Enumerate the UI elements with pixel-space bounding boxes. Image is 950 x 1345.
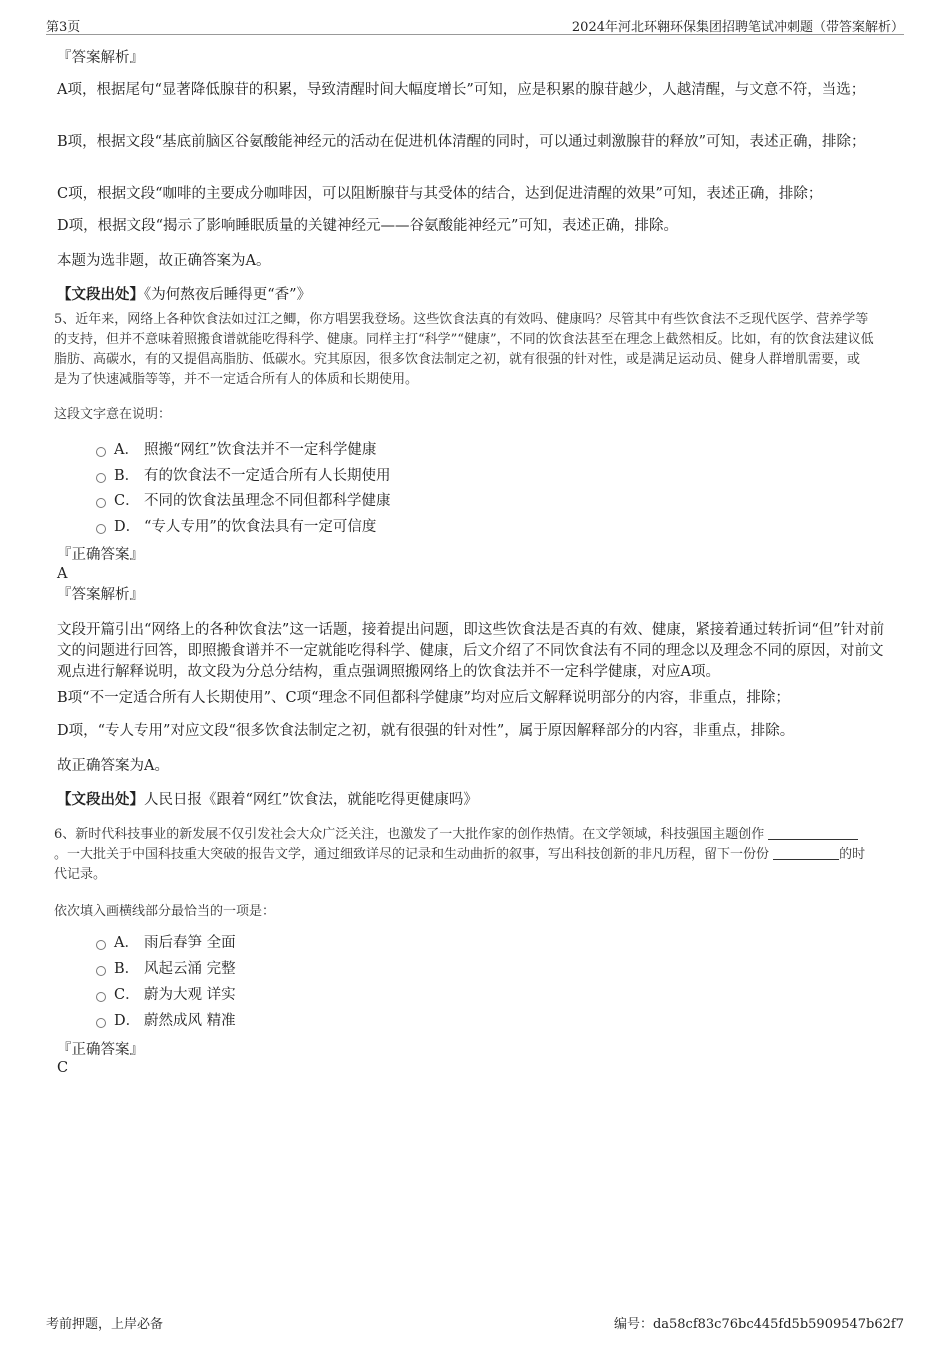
q6-option-b[interactable] bbox=[96, 958, 236, 980]
q4-analysis-d: D项，根据文段“揭示了影响睡眠质量的关键神经元——谷氨酸能神经元”可知，表述正确，排除。 bbox=[57, 218, 678, 234]
q4-analysis-label: 『答案解析』 bbox=[57, 50, 144, 66]
q5-stem-line: 是为了快速减脂等等，并不一定适合所有人的体质和长期使用。 bbox=[54, 372, 419, 387]
radio-icon[interactable] bbox=[96, 940, 106, 950]
q5-option-c[interactable] bbox=[96, 490, 391, 512]
q6-stem-line bbox=[54, 845, 890, 865]
q6-option-d[interactable] bbox=[96, 1010, 236, 1032]
option-letter: C． bbox=[114, 987, 140, 1003]
option-letter: C． bbox=[114, 493, 140, 509]
q5-analysis-1: 文段开篇引出“网络上的各种饮食法”这一话题，接着提出问题，即这些饮食法是否真的有效、健康，紧接着通过转折词“但”针对前文的问题进行回答，即照搬食谱并不一定就能吃得科学、健康，后文介绍了不同饮食法有不同的理念以及理念不同的原因，对前文观点进行解释说明，故文段为分总分结构，重点强调照搬网络上的饮食法并不一定科学健康，对应A项。 bbox=[57, 622, 885, 680]
option-letter: A． bbox=[114, 442, 139, 458]
option-letter: A． bbox=[114, 935, 139, 951]
q4-analysis-b: B项，根据文段“基底前脑区谷氨酸能神经元的活动在促进机体清醒的同时，可以通过刺激腺苷的释放”可知，表述正确，排除； bbox=[57, 134, 866, 150]
page-header bbox=[46, 16, 904, 35]
fill-blank-2 bbox=[773, 846, 839, 860]
q4-conclusion: 本题为选非题，故正确答案为A。 bbox=[57, 253, 271, 269]
radio-icon[interactable] bbox=[96, 498, 106, 508]
option-letter: B． bbox=[114, 961, 140, 977]
q4-analysis-c: C项，根据文段“咖啡的主要成分咖啡因，可以阻断腺苷与其受体的结合，达到促进清醒的效果”可知，表述正确，排除； bbox=[57, 186, 823, 202]
option-text: 有的饮食法不一定适合所有人长期使用 bbox=[144, 468, 391, 484]
q6-option-a[interactable] bbox=[96, 932, 236, 954]
option-letter: D． bbox=[114, 519, 141, 535]
q6-stem-text: 的时 bbox=[839, 847, 866, 862]
q5-stem-line: 5、近年来，网络上各种饮食法如过江之鲫，你方唱罢我登场。这些饮食法真的有效吗、健康吗？尽管其中有些饮食法不乏现代医学、营养学等 bbox=[54, 312, 869, 327]
q5-answer: A bbox=[57, 566, 68, 582]
q6-answer: C bbox=[57, 1060, 69, 1076]
q5-stem bbox=[54, 310, 890, 390]
radio-icon[interactable] bbox=[96, 966, 106, 976]
q6-stem-line: 代记录。 bbox=[54, 867, 107, 882]
q5-source-text: 人民日报《跟着“网红”饮食法，就能吃得更健康吗》 bbox=[144, 792, 478, 808]
option-letter: B． bbox=[114, 468, 140, 484]
option-letter: D． bbox=[114, 1013, 141, 1029]
q5-conclusion: 故正确答案为A。 bbox=[57, 758, 169, 774]
option-text: 蔚为大观 详实 bbox=[144, 987, 236, 1003]
q5-option-d[interactable] bbox=[96, 516, 376, 538]
q4-analysis-a: A项，根据尾句“显著降低腺苷的积累，导致清醒时间大幅度增长”可知，应是积累的腺苷越少，人越清醒，与文意不符，当选； bbox=[57, 82, 866, 98]
q5-analysis-3: D项，“专人专用”对应文段“很多饮食法制定之初，就有很强的针对性”，属于原因解释部分的内容，非重点，排除。 bbox=[57, 723, 795, 739]
q4-source-label: 【文段出处】 bbox=[57, 286, 144, 303]
option-text: 雨后春笋 全面 bbox=[144, 935, 236, 951]
q5-answer-label: 『正确答案』 bbox=[57, 547, 144, 563]
radio-icon[interactable] bbox=[96, 1018, 106, 1028]
q5-option-b[interactable] bbox=[96, 465, 391, 487]
q4-source bbox=[57, 284, 887, 306]
document-title: 2024年河北环翱环保集团招聘笔试冲刺题（带答案解析） bbox=[571, 20, 904, 35]
radio-icon[interactable] bbox=[96, 992, 106, 1002]
radio-icon[interactable] bbox=[96, 524, 106, 534]
q6-prompt: 依次填入画横线部分最恰当的一项是： bbox=[54, 904, 276, 919]
q6-stem-text: 6、新时代科技事业的新发展不仅引发社会大众广泛关注，也激发了一大批作家的创作热情。在文学领域，科技强国主题创作 bbox=[54, 827, 765, 842]
q6-option-c[interactable] bbox=[96, 984, 236, 1006]
q6-answer-label: 『正确答案』 bbox=[57, 1042, 144, 1058]
fill-blank-1 bbox=[768, 826, 858, 840]
page-number: 第3页 bbox=[46, 20, 81, 35]
q5-source bbox=[57, 789, 887, 811]
radio-icon[interactable] bbox=[96, 473, 106, 483]
option-text: “专人专用”的饮食法具有一定可信度 bbox=[144, 519, 377, 535]
q5-analysis-2: B项“不一定适合所有人长期使用”、C项“理念不同但都科学健康”均对应后文解释说明部分的内容，非重点，排除； bbox=[57, 690, 790, 706]
q5-source-label: 【文段出处】 bbox=[57, 791, 144, 808]
radio-icon[interactable] bbox=[96, 447, 106, 457]
option-text: 蔚然成风 精准 bbox=[144, 1013, 236, 1029]
q5-analysis-label: 『答案解析』 bbox=[57, 587, 144, 603]
q5-prompt: 这段文字意在说明： bbox=[54, 407, 172, 422]
option-text: 照搬“网红”饮食法并不一定科学健康 bbox=[144, 442, 377, 458]
document-id: 编号：da58cf83c76bc445fd5b5909547b62f7 bbox=[613, 1317, 904, 1332]
q5-stem-line: 脂肪、高碳水，有的又提倡高脂肪、低碳水。究其原因，很多饮食法制定之初，就有很强的针对性，或是满足运动员、健身人群增肌需要，或 bbox=[54, 352, 861, 367]
q4-source-text: 《为何熬夜后睡得更“香”》 bbox=[144, 287, 312, 303]
q6-stem-text: 。一大批关于中国科技重大突破的报告文学，通过细致详尽的记录和生动曲折的叙事，写出科技创新的非凡历程，留下一份份 bbox=[54, 847, 770, 862]
option-text: 不同的饮食法虽理念不同但都科学健康 bbox=[144, 493, 391, 509]
option-text: 风起云涌 完整 bbox=[144, 961, 236, 977]
q5-stem-line: 的支持，但并不意味着照搬食谱就能吃得科学、健康。同样主打“科学”“健康”，不同的饮食法甚至在理念上截然相反。比如，有的饮食法建议低 bbox=[54, 332, 874, 347]
q6-stem-line bbox=[54, 825, 890, 845]
q6-stem bbox=[54, 825, 890, 885]
q5-option-a[interactable] bbox=[96, 439, 376, 461]
footer-slogan: 考前押题，上岸必备 bbox=[46, 1317, 164, 1332]
